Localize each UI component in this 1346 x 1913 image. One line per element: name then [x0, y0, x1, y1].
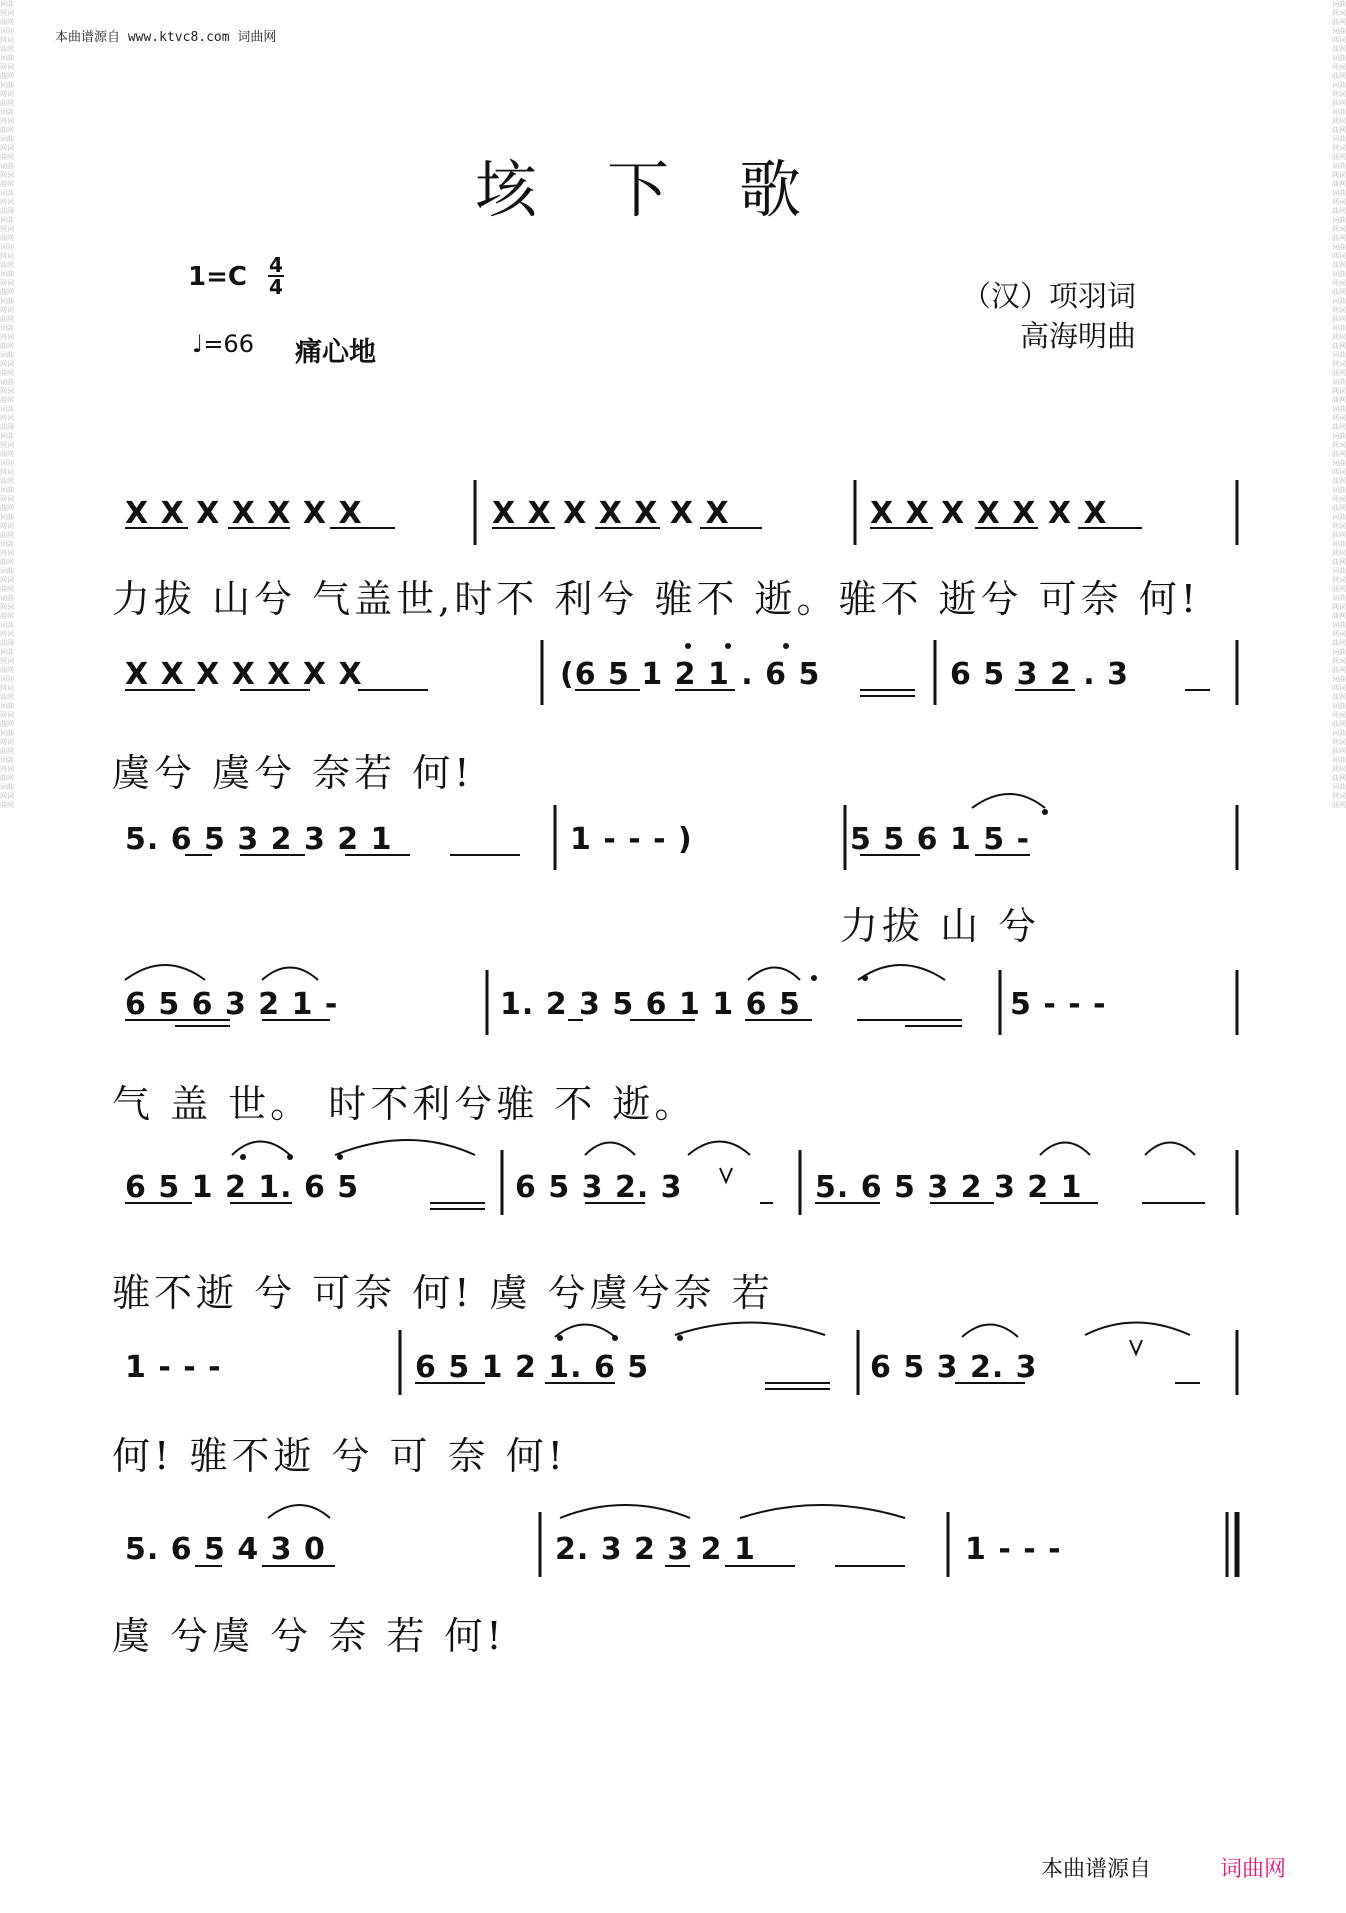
slur: [858, 965, 945, 980]
slur: [268, 1505, 330, 1518]
bar-4-3: 5 - - -: [1010, 987, 1107, 1022]
slur: [585, 1143, 635, 1156]
slur: [740, 1505, 905, 1518]
lyrics-line-4: 气 盖 世。 时不利兮骓 不 逝。: [112, 1082, 697, 1126]
slur: [962, 1325, 1018, 1338]
song-title: 垓下歌: [474, 153, 871, 226]
lyrics-line-3: 力拔 山 兮: [840, 904, 1041, 948]
bar-2-1: X X X X X X X: [125, 657, 363, 692]
bar-2-2: (6 5 1 2 1 . 6 5: [560, 657, 821, 692]
bar-1-3: X X X X X X X: [870, 496, 1108, 531]
bar-3-3: 5 5 6 1 5 -: [850, 822, 1031, 857]
slur: [1085, 1323, 1190, 1336]
slur: [560, 1505, 690, 1518]
slur: [1145, 1143, 1195, 1156]
bar-7-1: 5. 6 5 4 3 0: [125, 1532, 326, 1567]
bar-6-2: 6 5 1 2 1. 6 5: [415, 1350, 650, 1385]
slur: [335, 1140, 475, 1155]
slur: [972, 794, 1045, 808]
left-edge-watermark: 词曲网词曲网词曲网词曲网词曲网词曲网词曲网词曲网词曲网词曲网词曲网词曲网词曲网词曲网词曲网词曲网词曲网词曲网词曲网词曲网词曲网词曲网词曲网词曲网词曲网词曲网词曲网词曲网词曲网词曲网词曲网词曲网词曲网词曲网词曲网词曲网词曲网词曲网词曲网词曲网词曲网词曲网词曲网词曲网词曲网词曲网词曲网词曲网词曲网词曲网词曲网词曲网词曲网词曲网词曲网词曲网词曲网词曲网词曲网词曲网: [0, 0, 14, 809]
right-edge-watermark: 词曲网词曲网词曲网词曲网词曲网词曲网词曲网词曲网词曲网词曲网词曲网词曲网词曲网词曲网词曲网词曲网词曲网词曲网词曲网词曲网词曲网词曲网词曲网词曲网词曲网词曲网词曲网词曲网词曲网词曲网词曲网词曲网词曲网词曲网词曲网词曲网词曲网词曲网词曲网词曲网词曲网词曲网词曲网词曲网词曲网词曲网词曲网词曲网词曲网词曲网词曲网词曲网词曲网词曲网词曲网词曲网词曲网词曲网词曲网词曲网: [1332, 0, 1346, 809]
bar-7-2: 2. 3 2 3 2 1: [555, 1532, 756, 1567]
composer: 高海明曲: [1019, 319, 1136, 353]
expression-mark: 痛心地: [295, 337, 376, 368]
tempo-mark: ♩=66: [192, 330, 254, 358]
lyrics-line-1: 力拔 山兮 气盖世,时不 利兮 骓不 逝。骓不 逝兮 可奈 何!: [112, 577, 1200, 621]
source-note: 本曲谱源自 www.ktvc8.com 词曲网: [55, 30, 277, 45]
slur: [232, 1142, 290, 1156]
time-sig-top: 4: [269, 253, 283, 277]
lyrics-line-5: 骓不逝 兮 可奈 何! 虞 兮虞兮奈 若: [112, 1271, 774, 1315]
slur: [125, 965, 205, 980]
bar-5-2: 6 5 3 2. 3: [515, 1170, 683, 1205]
slur: [262, 968, 318, 981]
bar-5-3: 5. 6 5 3 2 3 2 1: [815, 1170, 1083, 1205]
footer-site-link[interactable]: 词曲网: [1219, 1857, 1286, 1882]
breath-mark: [720, 1168, 732, 1182]
breath-mark: [1130, 1340, 1142, 1354]
lyrics-line-6: 何! 骓不逝 兮 可 奈 何!: [112, 1434, 567, 1478]
bar-4-2: 1. 2 3 5 6 1 1 6 5: [500, 987, 801, 1022]
bar-7-3: 1 - - -: [965, 1532, 1062, 1567]
slur: [555, 1325, 615, 1338]
bar-5-1: 6 5 1 2 1. 6 5: [125, 1170, 360, 1205]
bar-3-1: 5. 6 5 3 2 3 2 1: [125, 822, 393, 857]
slur: [675, 1323, 825, 1336]
bar-2-3: 6 5 3 2 . 3: [950, 657, 1129, 692]
bar-3-2: 1 - - - ): [570, 822, 693, 857]
bar-6-3: 6 5 3 2. 3: [870, 1350, 1038, 1385]
key-signature: 1=C: [188, 262, 247, 292]
footer-label: 本曲谱源自: [1040, 1857, 1151, 1882]
lyricist: （汉）项羽词: [961, 279, 1136, 313]
lyrics-line-2: 虞兮 虞兮 奈若 何!: [112, 751, 474, 795]
lyrics-line-7: 虞 兮虞 兮 奈 若 何!: [112, 1614, 506, 1658]
slur: [688, 1142, 750, 1156]
bar-6-1: 1 - - -: [125, 1350, 222, 1385]
bar-1-1: X X X X X X X: [125, 496, 363, 531]
slur: [748, 968, 800, 981]
bar-1-2: X X X X X X X: [492, 496, 730, 531]
time-sig-bottom: 4: [269, 275, 283, 299]
slur: [1040, 1143, 1090, 1156]
bar-4-1: 6 5 6 3 2 1 -: [125, 987, 339, 1022]
